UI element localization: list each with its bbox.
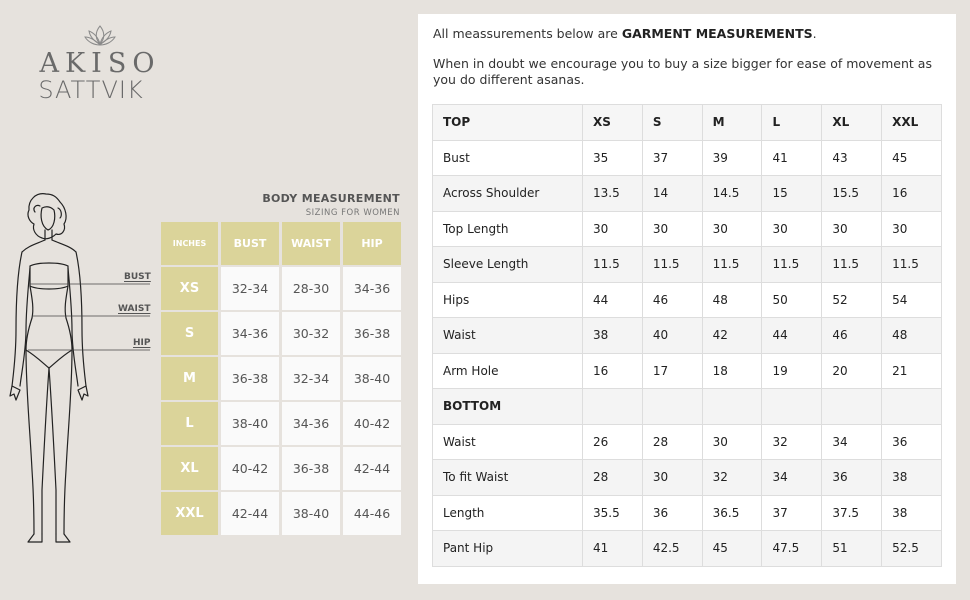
- bm-cell: 34-36: [221, 312, 279, 355]
- table-row: [433, 353, 942, 389]
- bm-cell: 34-36: [343, 267, 401, 310]
- table-cell: 30: [702, 211, 762, 247]
- body-measurement-title: BODY MEASUREMENT: [262, 192, 400, 205]
- table-cell: 26: [583, 424, 643, 460]
- bm-cell: 36-38: [221, 357, 279, 400]
- table-cell: 36: [882, 424, 942, 460]
- bm-cell: 32-34: [221, 267, 279, 310]
- table-cell: 38: [583, 318, 643, 354]
- table-cell: 46: [822, 318, 882, 354]
- row-label: Bust: [433, 140, 583, 176]
- bm-cell: 38-40: [343, 357, 401, 400]
- table-cell: 30: [642, 211, 702, 247]
- table-cell: 38: [882, 495, 942, 531]
- row-label: Length: [433, 495, 583, 531]
- table-cell: 28: [583, 460, 643, 496]
- table-cell: 41: [583, 531, 643, 567]
- row-label: Pant Hip: [433, 531, 583, 567]
- table-cell: 16: [882, 176, 942, 212]
- table-row: [433, 460, 942, 496]
- bm-cell: 40-42: [221, 447, 279, 490]
- table-cell: 52.5: [882, 531, 942, 567]
- table-cell: 30: [583, 211, 643, 247]
- table-cell: 11.5: [822, 247, 882, 283]
- figure-label-hip: HIP: [133, 338, 151, 348]
- body-measurement-table: [161, 222, 401, 535]
- lotus-icon: [83, 24, 117, 48]
- garment-measurement-panel: [418, 14, 956, 584]
- figure-label-waist: WAIST: [118, 304, 151, 314]
- table-cell: 50: [762, 282, 822, 318]
- garment-note-suffix: .: [812, 26, 817, 41]
- col-header-xxl: XXL: [882, 105, 942, 141]
- table-cell: 18: [702, 353, 762, 389]
- garment-advice: When in doubt we encourage you to buy a size bigger for ease of movement as you do different asanas.: [433, 56, 932, 87]
- table-row: [433, 211, 942, 247]
- table-cell: 11.5: [583, 247, 643, 283]
- bm-cell: 40-42: [343, 402, 401, 445]
- bm-cell: 38-40: [221, 402, 279, 445]
- table-cell: 15: [762, 176, 822, 212]
- table-cell: 48: [702, 282, 762, 318]
- table-cell: 37: [642, 140, 702, 176]
- table-cell: [882, 389, 942, 425]
- table-cell: 20: [822, 353, 882, 389]
- brand-subname: SATTVIK: [38, 76, 144, 104]
- row-label: Waist: [433, 318, 583, 354]
- bm-header-waist: WAIST: [282, 222, 340, 265]
- row-label: Waist: [433, 424, 583, 460]
- row-label: To fit Waist: [433, 460, 583, 496]
- table-cell: 39: [702, 140, 762, 176]
- table-row: [433, 424, 942, 460]
- bm-cell: 42-44: [343, 447, 401, 490]
- table-cell: 36: [642, 495, 702, 531]
- bm-cell: 42-44: [221, 492, 279, 535]
- table-cell: [822, 389, 882, 425]
- table-row: [433, 140, 942, 176]
- col-header-xl: XL: [822, 105, 882, 141]
- table-cell: 30: [702, 424, 762, 460]
- table-row: [433, 318, 942, 354]
- table-cell: 32: [762, 424, 822, 460]
- table-cell: 54: [882, 282, 942, 318]
- table-cell: [702, 389, 762, 425]
- col-header-l: L: [762, 105, 822, 141]
- table-cell: 30: [882, 211, 942, 247]
- row-label: BOTTOM: [433, 389, 583, 425]
- brand-logo: [30, 24, 170, 102]
- table-cell: 35.5: [583, 495, 643, 531]
- table-cell: 11.5: [762, 247, 822, 283]
- table-cell: 52: [822, 282, 882, 318]
- table-row: [433, 247, 942, 283]
- col-header-s: S: [642, 105, 702, 141]
- garment-note-prefix: All meassurements below are: [433, 26, 622, 41]
- table-cell: 43: [822, 140, 882, 176]
- table-cell: 21: [882, 353, 942, 389]
- bm-size-label: S: [161, 312, 218, 355]
- table-cell: 44: [583, 282, 643, 318]
- table-cell: 51: [822, 531, 882, 567]
- table-cell: 48: [882, 318, 942, 354]
- table-cell: 35: [583, 140, 643, 176]
- table-cell: 36.5: [702, 495, 762, 531]
- table-cell: 36: [822, 460, 882, 496]
- bm-size-label: XL: [161, 447, 218, 490]
- table-cell: 16: [583, 353, 643, 389]
- table-header-row: [433, 105, 942, 141]
- row-label: Top Length: [433, 211, 583, 247]
- col-header-m: M: [702, 105, 762, 141]
- table-row: [433, 282, 942, 318]
- table-cell: 41: [762, 140, 822, 176]
- bm-size-label: L: [161, 402, 218, 445]
- table-cell: 44: [762, 318, 822, 354]
- figure-label-bust: BUST: [124, 272, 151, 282]
- table-cell: 11.5: [642, 247, 702, 283]
- table-cell: 30: [822, 211, 882, 247]
- table-cell: 13.5: [583, 176, 643, 212]
- bm-header-hip: HIP: [343, 222, 401, 265]
- row-label: Across Shoulder: [433, 176, 583, 212]
- table-row: [433, 495, 942, 531]
- body-figure-illustration: [8, 190, 158, 550]
- table-cell: 38: [882, 460, 942, 496]
- table-cell: [583, 389, 643, 425]
- woman-figure-drawing: [8, 190, 158, 550]
- table-cell: [762, 389, 822, 425]
- table-cell: 30: [642, 460, 702, 496]
- table-cell: 30: [762, 211, 822, 247]
- table-cell: 14: [642, 176, 702, 212]
- table-cell: 42.5: [642, 531, 702, 567]
- row-label: Arm Hole: [433, 353, 583, 389]
- table-row: [433, 531, 942, 567]
- bm-cell: 36-38: [343, 312, 401, 355]
- table-cell: 37.5: [822, 495, 882, 531]
- bm-header-inches: INCHES: [161, 222, 218, 265]
- col-header-top: TOP: [433, 105, 583, 141]
- table-cell: 37: [762, 495, 822, 531]
- body-measurement-subtitle: SIZING FOR WOMEN: [305, 208, 400, 218]
- table-cell: 42: [702, 318, 762, 354]
- garment-note: [433, 26, 943, 42]
- bm-cell: 36-38: [282, 447, 340, 490]
- garment-note-bold: GARMENT MEASUREMENTS: [621, 26, 813, 41]
- table-cell: 14.5: [702, 176, 762, 212]
- table-cell: 47.5: [762, 531, 822, 567]
- bm-size-label: M: [161, 357, 218, 400]
- row-label: Hips: [433, 282, 583, 318]
- table-cell: 15.5: [822, 176, 882, 212]
- bm-size-label: XXL: [161, 492, 218, 535]
- table-cell: 11.5: [702, 247, 762, 283]
- table-cell: 40: [642, 318, 702, 354]
- table-cell: 28: [642, 424, 702, 460]
- brand-name: AKISO: [39, 48, 161, 79]
- table-row: [433, 176, 942, 212]
- table-cell: 45: [882, 140, 942, 176]
- bm-cell: 28-30: [282, 267, 340, 310]
- table-cell: 34: [822, 424, 882, 460]
- table-cell: 32: [702, 460, 762, 496]
- bm-cell: 44-46: [343, 492, 401, 535]
- bm-header-bust: BUST: [221, 222, 279, 265]
- table-cell: 19: [762, 353, 822, 389]
- bm-cell: 32-34: [282, 357, 340, 400]
- table-cell: [642, 389, 702, 425]
- table-cell: 17: [642, 353, 702, 389]
- table-cell: 45: [702, 531, 762, 567]
- row-label: Sleeve Length: [433, 247, 583, 283]
- bm-size-label: XS: [161, 267, 218, 310]
- bm-cell: 30-32: [282, 312, 340, 355]
- garment-measurement-table: [432, 104, 942, 567]
- table-section-row: [433, 389, 942, 425]
- bm-cell: 38-40: [282, 492, 340, 535]
- table-cell: 11.5: [882, 247, 942, 283]
- table-cell: 34: [762, 460, 822, 496]
- col-header-xs: XS: [583, 105, 643, 141]
- bm-cell: 34-36: [282, 402, 340, 445]
- table-cell: 46: [642, 282, 702, 318]
